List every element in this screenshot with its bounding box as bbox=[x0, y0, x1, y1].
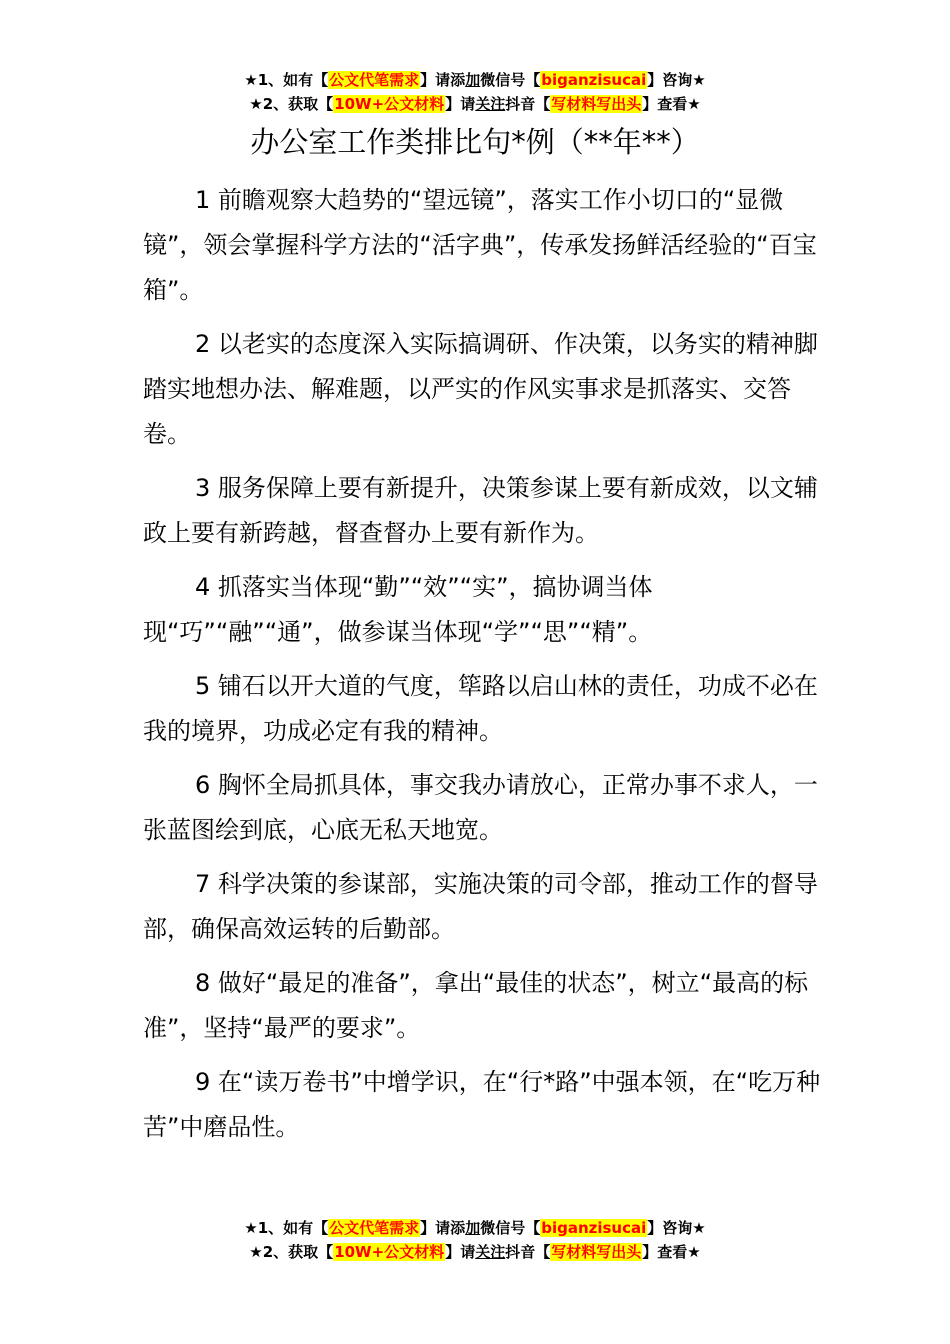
footer-highlight-douyin-id: 写材料写出头 bbox=[551, 1243, 642, 1261]
paragraph-3: 3 服务保障上要有新提升，决策参谋上要有新成效，以文辅政上要有新跨越，督查督办上要有新作为。 bbox=[143, 474, 818, 547]
footer-line-1: ★1、如有【公文代笔需求】请添加微信号【biganzisucai】咨询★ bbox=[244, 1219, 706, 1237]
paragraph-2: 2 以老实的态度深入实际搞调研、作决策，以务实的精神脚踏实地想办法、解难题，以严实的作风实事求是抓落实、交答卷。 bbox=[143, 330, 818, 448]
footer-banner bbox=[0, 1216, 950, 1264]
footer-highlight-service: 公文代笔需求 bbox=[329, 1219, 420, 1237]
paragraph-4: 4 抓落实当体现“勤”“效”“实”，搞协调当体现“巧”“融”“通”，做参谋当体现“学”“思”“精”。 bbox=[143, 573, 653, 646]
document-body bbox=[143, 178, 833, 1159]
banner-line-1: ★1、如有【公文代笔需求】请添加微信号【biganzisucai】咨询★ bbox=[244, 71, 706, 89]
highlight-service: 公文代笔需求 bbox=[329, 71, 420, 89]
paragraph-1: 1 前瞻观察大趋势的“望远镜”，落实工作小切口的“显微镜”，领会掌握科学方法的“活字典”，传承发扬鲜活经验的“百宝箱”。 bbox=[143, 186, 817, 304]
paragraph-9: 9 在“读万卷书”中增学识，在“行*路”中强本领，在“吃万种苦”中磨品性。 bbox=[143, 1068, 821, 1141]
banner-line-2: ★2、获取【10W+公文材料】请关注抖音【写材料写出头】查看★ bbox=[249, 95, 701, 113]
paragraph-6: 6 胸怀全局抓具体，事交我办请放心，正常办事不求人，一张蓝图绘到底，心底无私天地宽。 bbox=[143, 771, 818, 844]
highlight-wechat-id: biganzisucai bbox=[541, 71, 647, 89]
paragraph-5: 5 铺石以开大道的气度，筚路以启山林的责任，功成不必在我的境界，功成必定有我的精神。 bbox=[143, 672, 818, 745]
footer-highlight-materials: 10W+公文材料 bbox=[334, 1243, 445, 1261]
header-banner bbox=[0, 68, 950, 116]
highlight-douyin-id: 写材料写出头 bbox=[551, 95, 642, 113]
paragraph-7: 7 科学决策的参谋部，实施决策的司令部，推动工作的督导部，确保高效运转的后勤部。 bbox=[143, 870, 818, 943]
document-title: 办公室工作类排比句*例（**年**） bbox=[250, 125, 700, 159]
footer-highlight-wechat-id: biganzisucai bbox=[541, 1219, 647, 1237]
highlight-materials: 10W+公文材料 bbox=[334, 95, 445, 113]
paragraph-8: 8 做好“最足的准备”，拿出“最佳的状态”，树立“最高的标准”，坚持“最严的要求”。 bbox=[143, 969, 809, 1042]
footer-line-2: ★2、获取【10W+公文材料】请关注抖音【写材料写出头】查看★ bbox=[249, 1243, 701, 1261]
